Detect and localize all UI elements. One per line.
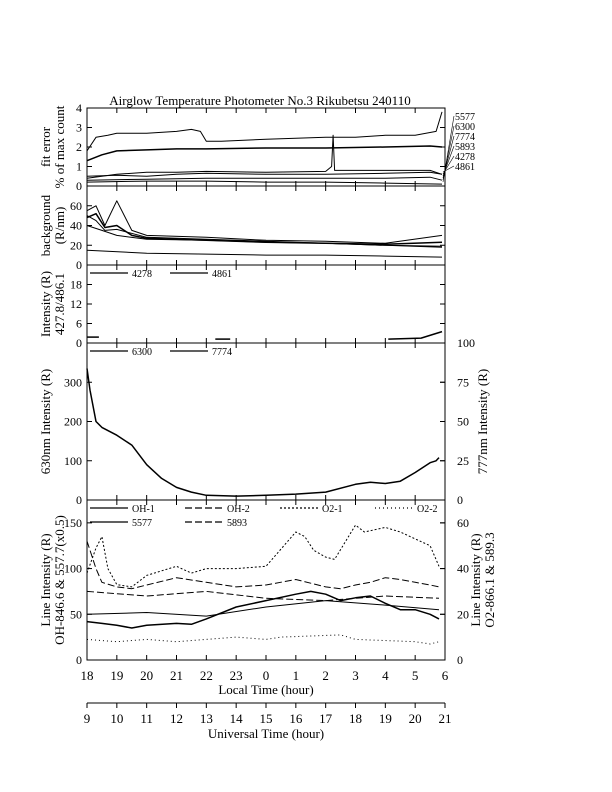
wavelength-label: 5577 <box>455 112 475 123</box>
series-c <box>87 135 442 178</box>
y-tick-label: 100 <box>64 561 82 576</box>
local-time-tick-label: 4 <box>382 668 389 683</box>
series-5893 <box>87 591 439 600</box>
y-tick-label: 0 <box>76 493 82 507</box>
series-c <box>388 332 442 340</box>
right-y-axis-label: O2-866.1 & 589.3 <box>482 532 497 628</box>
local-time-tick-label: 2 <box>322 668 329 683</box>
series-b <box>87 214 442 245</box>
y-tick-label: 100 <box>64 453 82 468</box>
local-time-tick-label: 3 <box>352 668 359 683</box>
legend-label: 6300 <box>132 347 152 358</box>
y-tick-label: 150 <box>64 515 82 530</box>
right-y-tick-label: 40 <box>457 561 469 576</box>
y-tick-label: 200 <box>64 414 82 429</box>
local-time-tick-label: 6 <box>441 668 449 683</box>
right-y-tick-label: 0 <box>457 493 463 507</box>
y-tick-label: 12 <box>70 297 82 311</box>
chart-title: Airglow Temperature Photometer No.3 Rikubetsu 240110 <box>109 93 411 108</box>
right-y-axis-label: Line Intensity (R) <box>468 533 483 627</box>
y-tick-label: 18 <box>70 277 82 292</box>
series-b <box>87 146 442 161</box>
legend-label: O2-2 <box>417 504 438 515</box>
wavelength-label: 4278 <box>455 152 475 163</box>
right-y-tick-label: 20 <box>457 607 469 622</box>
right-y-tick-label: 25 <box>457 453 469 468</box>
legend-label: OH-2 <box>227 504 250 515</box>
series-e <box>87 250 442 257</box>
local-time-axis-label: Local Time (hour) <box>218 682 314 697</box>
y-tick-label: 0 <box>76 258 82 272</box>
series-e <box>87 177 442 180</box>
y-axis-label: Intensity (R) <box>38 270 53 338</box>
local-time-tick-label: 23 <box>229 668 243 683</box>
series-f <box>87 181 442 184</box>
wavelength-label: 4861 <box>455 162 475 173</box>
y-tick-label: 50 <box>70 607 82 622</box>
y-axis-label: fit error <box>38 126 53 168</box>
y-tick-label: 60 <box>70 198 82 213</box>
y-axis-label: 630nm Intensity (R) <box>38 368 53 475</box>
legend-label: 4861 <box>212 269 232 280</box>
series-O2-2 <box>87 635 439 644</box>
legend-label: 5893 <box>227 518 247 529</box>
series-a <box>87 112 442 151</box>
y-tick-label: 300 <box>64 375 82 390</box>
legend-label: 5577 <box>132 518 152 529</box>
y-axis-label: Line Intensity (R) <box>38 533 53 627</box>
wavelength-label: 5893 <box>455 142 475 153</box>
ut-tick-label: 12 <box>170 711 183 726</box>
right-y-tick-label: 60 <box>457 515 469 530</box>
right-y-tick-label: 100 <box>457 336 475 350</box>
wavelength-label: 6300 <box>455 122 475 133</box>
y-tick-label: 2 <box>76 140 82 154</box>
y-tick-label: 20 <box>70 238 82 253</box>
series-OH-2 <box>87 541 439 589</box>
legend-label: O2-1 <box>322 504 343 515</box>
ut-tick-label: 20 <box>408 711 422 726</box>
local-time-tick-label: 18 <box>80 668 94 683</box>
ut-axis-label: Universal Time (hour) <box>207 726 325 741</box>
y-tick-label: 6 <box>76 316 82 331</box>
local-time-tick-label: 1 <box>292 668 300 683</box>
ut-tick-label: 10 <box>110 711 124 726</box>
ut-tick-label: 16 <box>289 711 303 726</box>
right-y-tick-label: 0 <box>457 653 463 667</box>
local-time-tick-label: 5 <box>411 668 419 683</box>
series-OH-1 <box>87 591 439 628</box>
right-y-tick-label: 50 <box>457 414 469 429</box>
y-axis-label: background <box>38 194 53 257</box>
y-axis-label: % of max count <box>52 105 67 189</box>
panel-frame-630nm <box>87 343 445 500</box>
y-axis-label: 427.8/486.1 <box>52 272 67 336</box>
y-tick-label: 1 <box>76 159 82 174</box>
ut-tick-label: 11 <box>140 711 153 726</box>
wavelength-label: 7774 <box>455 132 475 143</box>
ut-tick-label: 9 <box>83 711 91 726</box>
right-y-tick-label: 75 <box>457 375 469 390</box>
y-tick-label: 0 <box>76 653 82 667</box>
y-tick-label: 4 <box>76 101 82 115</box>
legend-label: 7774 <box>212 347 232 358</box>
ut-tick-label: 19 <box>378 711 392 726</box>
local-time-tick-label: 19 <box>110 668 124 683</box>
right-y-axis-label: 777nm Intensity (R) <box>475 368 490 475</box>
local-time-tick-label: 20 <box>140 668 154 683</box>
ut-tick-label: 15 <box>259 711 273 726</box>
series-c <box>87 216 442 247</box>
ut-tick-label: 18 <box>349 711 362 726</box>
local-time-tick-label: 21 <box>170 668 183 683</box>
y-axis-label: (R/nm) <box>52 206 67 245</box>
legend-label: 4278 <box>132 269 152 280</box>
ut-tick-label: 21 <box>438 711 452 726</box>
legend-label: OH-1 <box>132 504 155 515</box>
ut-tick-label: 14 <box>229 711 243 726</box>
ut-tick-label: 17 <box>319 711 333 726</box>
y-tick-label: 3 <box>76 120 82 135</box>
y-tick-label: 40 <box>70 218 82 233</box>
ut-tick-label: 13 <box>199 711 213 726</box>
local-time-tick-label: 22 <box>199 668 213 683</box>
series-6300 <box>87 369 439 497</box>
y-tick-label: 0 <box>76 336 82 350</box>
local-time-tick-label: 0 <box>262 668 270 683</box>
y-axis-label: OH-846.6 & 557.7(x0.5) <box>52 515 67 645</box>
y-tick-label: 0 <box>76 179 82 193</box>
